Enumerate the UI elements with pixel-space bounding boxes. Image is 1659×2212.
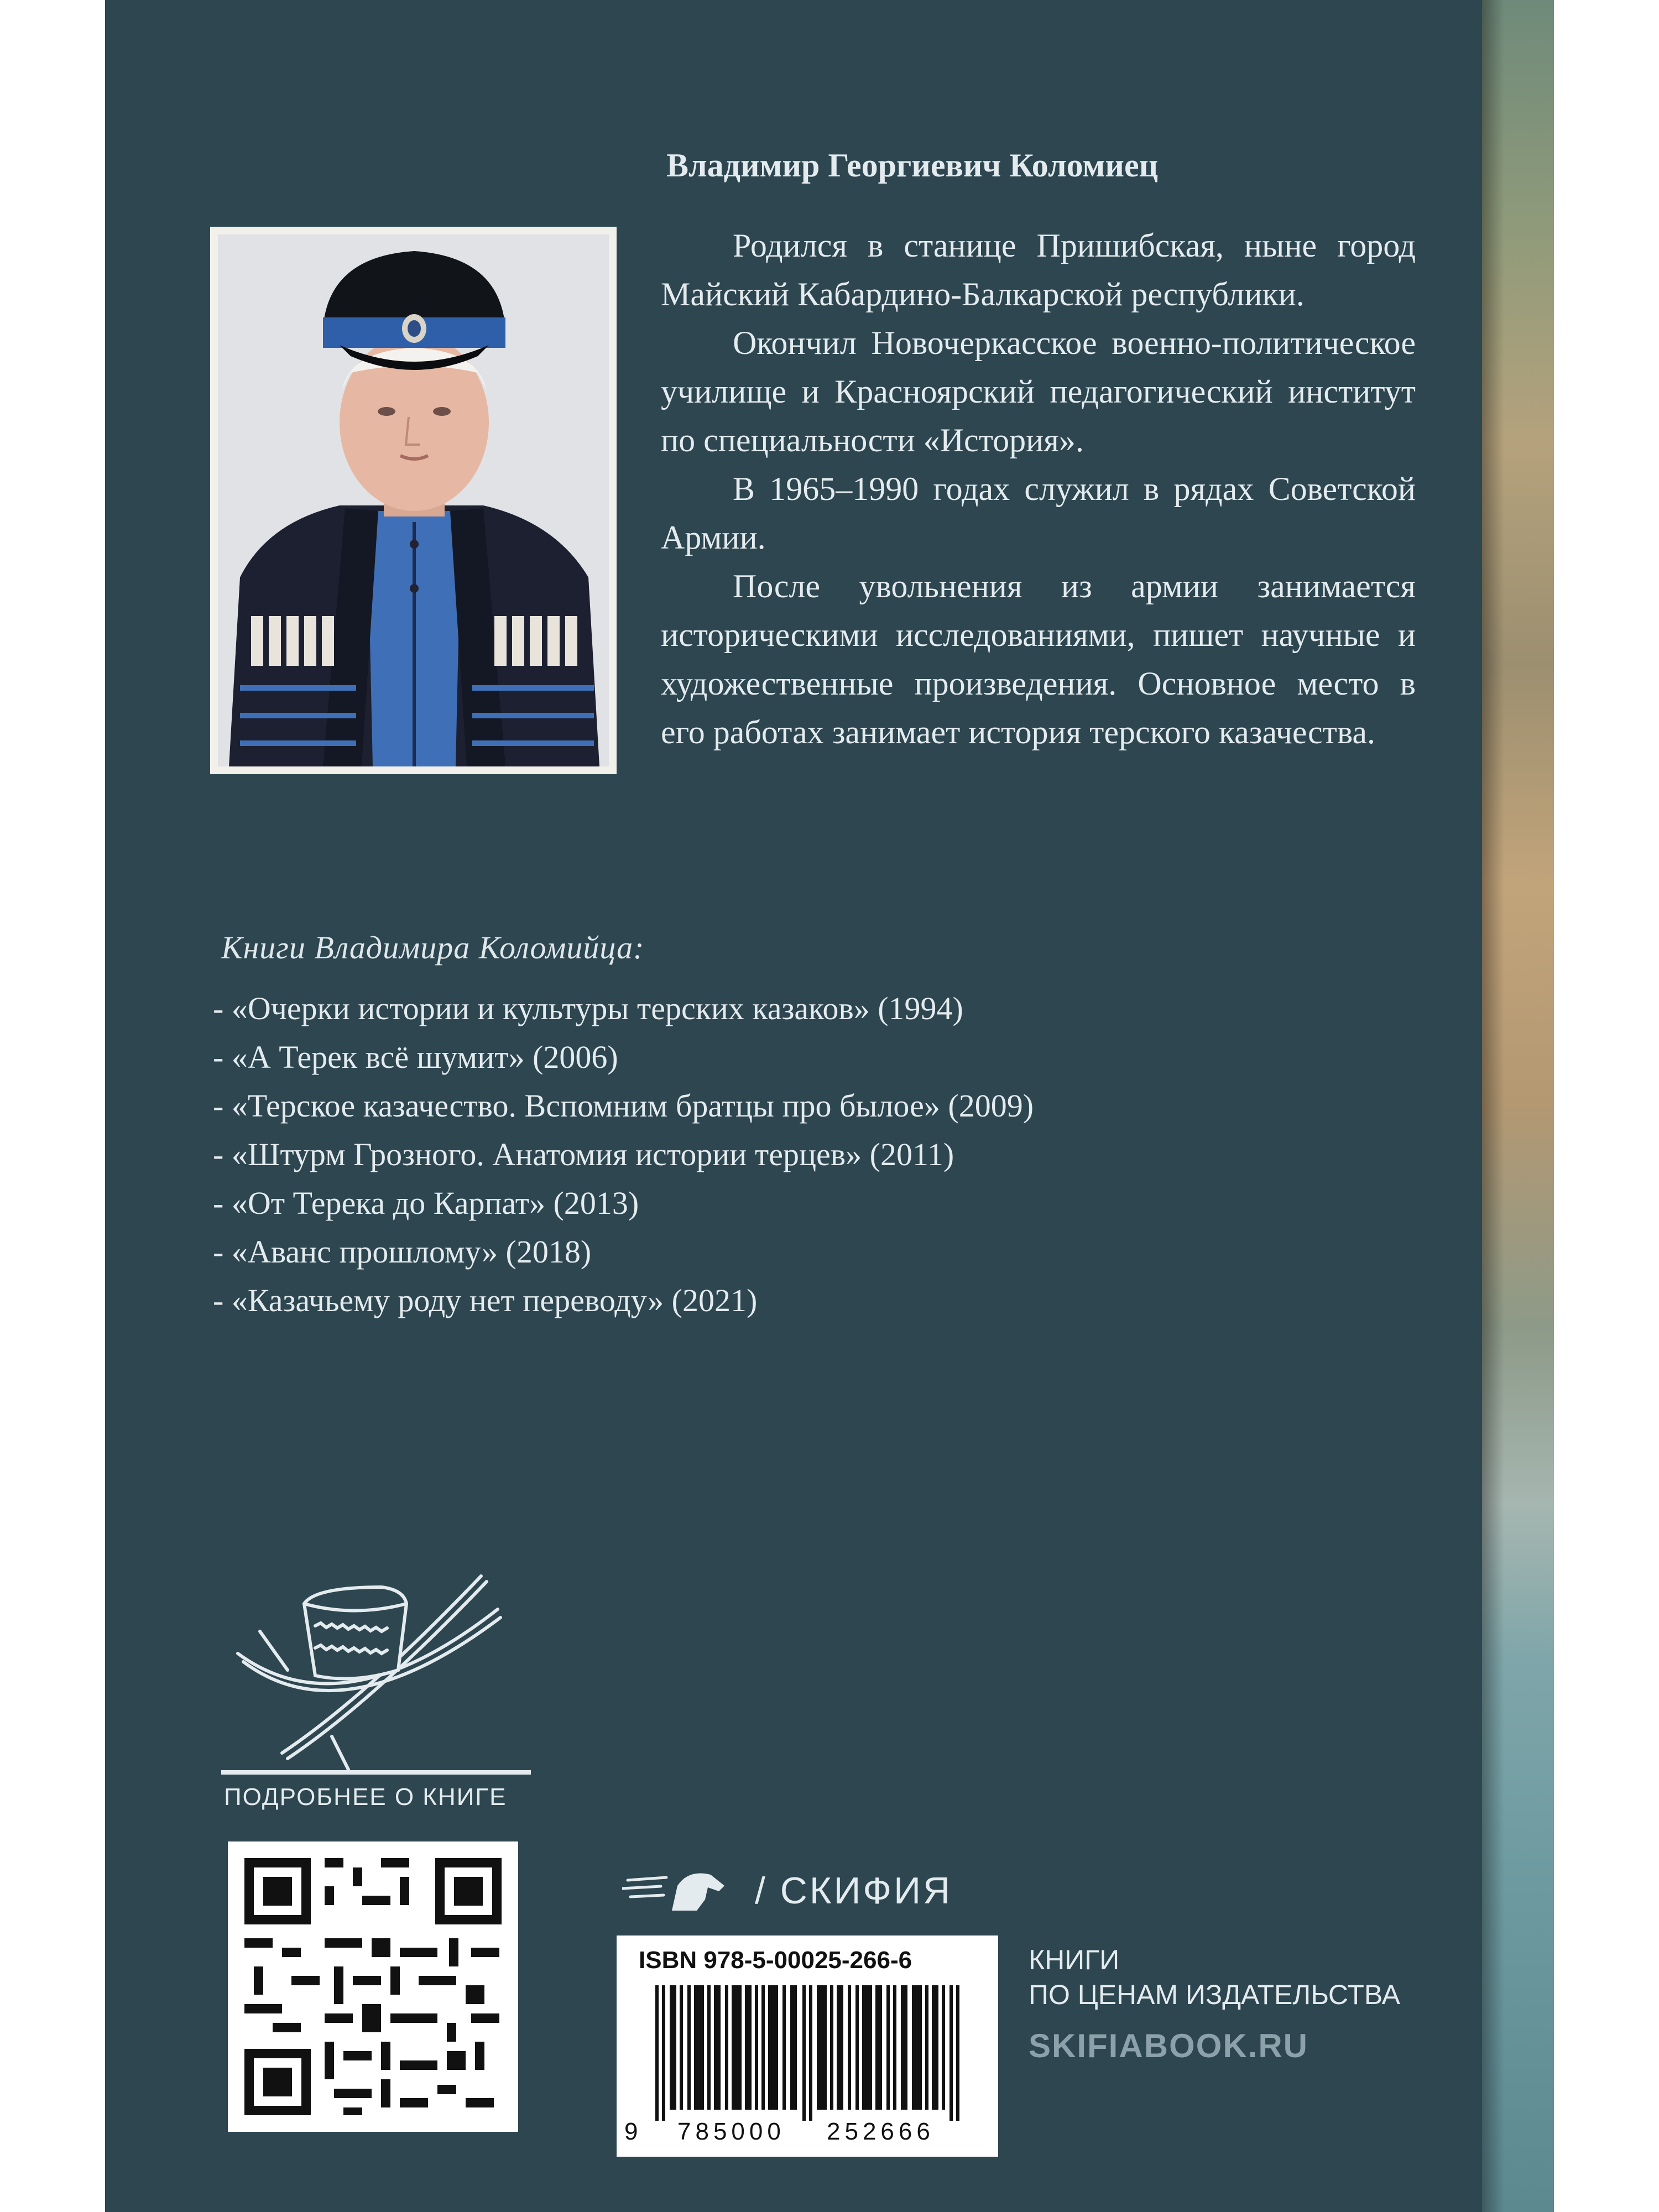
book-item: - «От Терека до Карпат» (2013) [213,1185,639,1221]
isbn-barcode [617,1936,998,2157]
isbn-number: ISBN 978-5-00025-266-6 [639,1947,912,1974]
book-item: - «Штурм Грозного. Анатомия истории терцев» (2011) [213,1136,954,1172]
bio-paragraph: В 1965–1990 годах служил в рядах Советской Армии. [661,471,1416,556]
publisher-website[interactable]: SKIFIABOOK.RU [1029,2027,1308,2064]
books-list [213,984,1034,1325]
book-item: - «Очерки истории и культуры терских казаков» (1994) [213,990,963,1026]
book-item: - «Терское казачество. Вспомним братцы про былое» (2009) [213,1088,1034,1124]
book-item: - «Аванс прошлому» (2018) [213,1234,592,1270]
author-photo [210,227,617,774]
barcode-digits-left: 785000 [677,2118,785,2145]
barcode-digit-first: 9 [624,2118,643,2145]
book-item: - «Казачьему роду нет переводу» (2021) [213,1282,758,1318]
publisher-name: / СКИФИЯ [755,1870,953,1912]
author-portrait-photo [218,234,609,766]
qr-caption: ПОДРОБНЕЕ О КНИГЕ [224,1783,507,1811]
spine-shadow [1482,0,1504,2212]
bio-paragraph: После увольнения из армии занимается историческими исследованиями, пишет научные и художественные произведения. Основное место в его работах занимает история терского казачества. [661,568,1416,750]
horse-head-logo-icon [622,1866,733,1916]
books-heading: Книги Владимира Коломийца: [221,930,645,966]
bio-paragraph: Родился в станице Пришибская, ныне город Майский Кабардино-Балкарской республики. [661,227,1416,312]
book-item: - «А Терек всё шумит» (2006) [213,1039,618,1075]
barcode-icon [639,1985,976,2121]
author-name: Владимир Георгиевич Коломиец [666,147,1159,184]
author-biography [661,221,1416,757]
papakha-sword-emblem-icon [221,1565,531,1775]
qr-code-icon[interactable] [228,1841,518,2132]
bio-paragraph: Окончил Новочеркасское военно-политическое училище и Красноярский педагогический институт по специальности «История». [661,325,1416,458]
promo-line-2: ПО ЦЕНАМ ИЗДАТЕЛЬСТВА [1029,1979,1400,2010]
promo-line-1: КНИГИ [1029,1944,1120,1975]
barcode-digits-right: 252666 [827,2118,935,2145]
